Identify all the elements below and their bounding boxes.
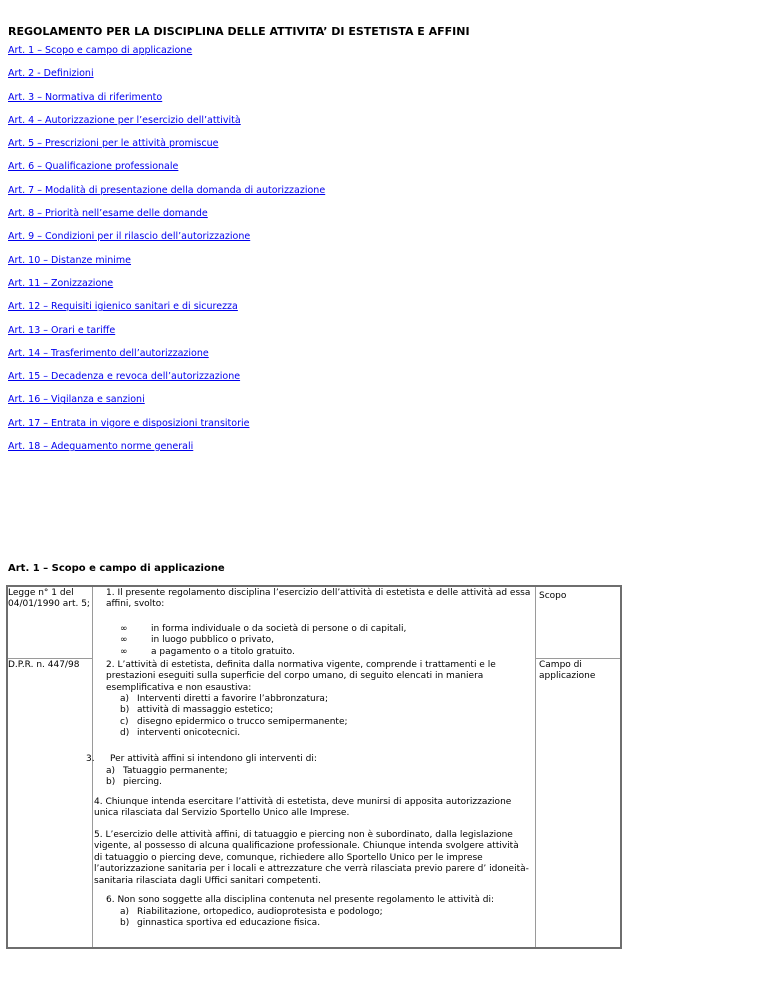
infinity-bullet-icon: ∞ bbox=[120, 624, 128, 634]
reference-legge: Legge n° 1 del 04/01/1990 art. 5; bbox=[8, 588, 90, 610]
toc-item bbox=[8, 137, 325, 160]
toc-link-art-6[interactable]: Art. 6 – Qualificazione professionale bbox=[8, 161, 179, 173]
paragraph-2 bbox=[106, 660, 531, 694]
toc-link-art-15[interactable]: Art. 15 – Decadenza e revoca dell’autorizzazione bbox=[8, 371, 241, 383]
toc-item bbox=[8, 184, 325, 207]
paragraph-5-text: 5. L’esercizio delle attività affini, di tatuaggio e piercing non è subordinato, dalla legislazione vigente, al possesso di alcuna qualificazione professionale. Chiunque intenda svolgere attività di tatuaggio o piercing deve, comunque, richiedere allo Sportello Unico per le imprese l’autorizzazione sanitaria per i locali e attrezzature che verrà rilasciata previo parere d’ idoneità-sanitaria rilasciata dagli Uffici sanitari competenti. bbox=[94, 830, 529, 886]
column-divider bbox=[92, 587, 93, 947]
article-1-table bbox=[6, 585, 622, 949]
toc-link-art-16[interactable]: Art. 16 – Vigilanza e sanzioni bbox=[8, 394, 145, 406]
toc-item bbox=[8, 277, 325, 300]
column-divider bbox=[535, 587, 536, 947]
table-of-contents bbox=[8, 44, 325, 463]
toc-link-art-2[interactable]: Art. 2 - Definizioni bbox=[8, 68, 94, 80]
row-divider bbox=[535, 658, 620, 659]
paragraph-3 bbox=[86, 754, 526, 765]
list-item: d) interventi onicotecnici. bbox=[120, 728, 241, 739]
toc-item bbox=[8, 44, 325, 67]
toc-link-art-1[interactable]: Art. 1 – Scopo e campo di applicazione bbox=[8, 45, 193, 56]
toc-item bbox=[8, 67, 325, 90]
toc-item bbox=[8, 230, 325, 253]
toc-link-art-10[interactable]: Art. 10 – Distanze minime bbox=[8, 254, 132, 266]
paragraph-1 bbox=[106, 588, 531, 611]
toc-link-art-18[interactable]: Art. 18 – Adeguamento norme generali bbox=[8, 441, 194, 453]
bullet-item: ∞ in luogo pubblico o privato, bbox=[120, 635, 275, 646]
toc-link-art-4[interactable]: Art. 4 – Autorizzazione per l’esercizio dell’attività bbox=[8, 114, 241, 126]
paragraph-3-list bbox=[106, 766, 506, 789]
paragraph-6-list bbox=[120, 907, 520, 930]
toc-item bbox=[8, 300, 325, 323]
toc-item bbox=[8, 370, 325, 393]
paragraph-1-text: 1. Il presente regolamento disciplina l’esercizio dell’attività di estetista e delle attività ad essa affini, svolto: bbox=[106, 588, 531, 610]
paragraph-6 bbox=[106, 895, 531, 906]
paragraph-5 bbox=[94, 830, 529, 887]
toc-link-art-8[interactable]: Art. 8 – Priorità nell’esame delle domande bbox=[8, 208, 208, 220]
toc-item bbox=[8, 347, 325, 370]
toc-item bbox=[8, 417, 325, 440]
toc-link-art-13[interactable]: Art. 13 – Orari e tariffe bbox=[8, 324, 116, 336]
toc-item bbox=[8, 324, 325, 347]
toc-item bbox=[8, 254, 325, 277]
paragraph-2-text: 2. L’attività di estetista, definita dalla normativa vigente, comprende i trattamenti e le prestazioni eseguiti sulla superficie del corpo umano, di seguito elencati in maniera esemplificativa e non esaustiva: bbox=[106, 660, 496, 693]
toc-link-art-3[interactable]: Art. 3 – Normativa di riferimento bbox=[8, 91, 163, 103]
toc-item bbox=[8, 114, 325, 137]
infinity-bullet-icon: ∞ bbox=[120, 646, 128, 657]
list-item: c) disegno epidermico o trucco semipermanente; bbox=[120, 716, 348, 727]
toc-item bbox=[8, 207, 325, 230]
bullet-item: ∞ a pagamento o a titolo gratuito. bbox=[120, 646, 295, 657]
list-item: b) piercing. bbox=[106, 777, 162, 788]
row-divider bbox=[8, 658, 93, 659]
list-item: b) ginnastica sportiva ed educazione fisica. bbox=[120, 918, 321, 929]
list-item: b) attività di massaggio estetico; bbox=[120, 705, 274, 716]
bullet-list bbox=[120, 624, 520, 658]
paragraph-6-text: 6. Non sono soggette alla disciplina contenuta nel presente regolamento le attività di: bbox=[106, 895, 495, 905]
infinity-bullet-icon: ∞ bbox=[120, 635, 128, 646]
toc-link-art-9[interactable]: Art. 9 – Condizioni per il rilascio dell’autorizzazione bbox=[8, 231, 251, 243]
list-item: a) Tatuaggio permanente; bbox=[106, 766, 228, 776]
margin-note-scopo: Scopo bbox=[539, 591, 567, 601]
toc-link-art-12[interactable]: Art. 12 – Requisiti igienico sanitari e di sicurezza bbox=[8, 301, 238, 313]
paragraph-4 bbox=[94, 797, 529, 820]
reference-dpr: D.P.R. n. 447/98 bbox=[8, 660, 80, 670]
toc-item bbox=[8, 160, 325, 183]
list-item: a) Riabilitazione, ortopedico, audioprotesista e podologo; bbox=[120, 907, 383, 917]
paragraph-4-text: 4. Chiunque intenda esercitare l’attività di estetista, deve munirsi di apposita autorizzazione unica rilasciata dal Servizio Sportello Unico alle Imprese. bbox=[94, 797, 512, 819]
paragraph-3-number: 3. bbox=[86, 754, 95, 764]
paragraph-3-text: Per attività affini si intendono gli interventi di: bbox=[110, 754, 317, 764]
toc-link-art-5[interactable]: Art. 5 – Prescrizioni per le attività promiscue bbox=[8, 138, 219, 150]
article-1-heading: Art. 1 – Scopo e campo di applicazione bbox=[8, 563, 225, 574]
margin-note-campo: Campo di applicazione bbox=[539, 660, 596, 682]
toc-link-art-7[interactable]: Art. 7 – Modalità di presentazione della domanda di autorizzazione bbox=[8, 184, 326, 196]
toc-item bbox=[8, 91, 325, 114]
toc-link-art-11[interactable]: Art. 11 – Zonizzazione bbox=[8, 277, 114, 289]
toc-link-art-14[interactable]: Art. 14 – Trasferimento dell’autorizzazione bbox=[8, 347, 209, 359]
paragraph-2-list bbox=[120, 694, 520, 740]
toc-item bbox=[8, 440, 325, 463]
toc-link-art-17[interactable]: Art. 17 – Entrata in vigore e disposizioni transitorie bbox=[8, 417, 250, 429]
list-item: a) Interventi diretti a favorire l’abbronzatura; bbox=[120, 694, 328, 704]
toc-item bbox=[8, 393, 325, 416]
bullet-item: ∞ in forma individuale o da società di persone o di capitali, bbox=[120, 624, 407, 634]
document-title: REGOLAMENTO PER LA DISCIPLINA DELLE ATTIVITA’ DI ESTETISTA E AFFINI bbox=[8, 25, 470, 38]
